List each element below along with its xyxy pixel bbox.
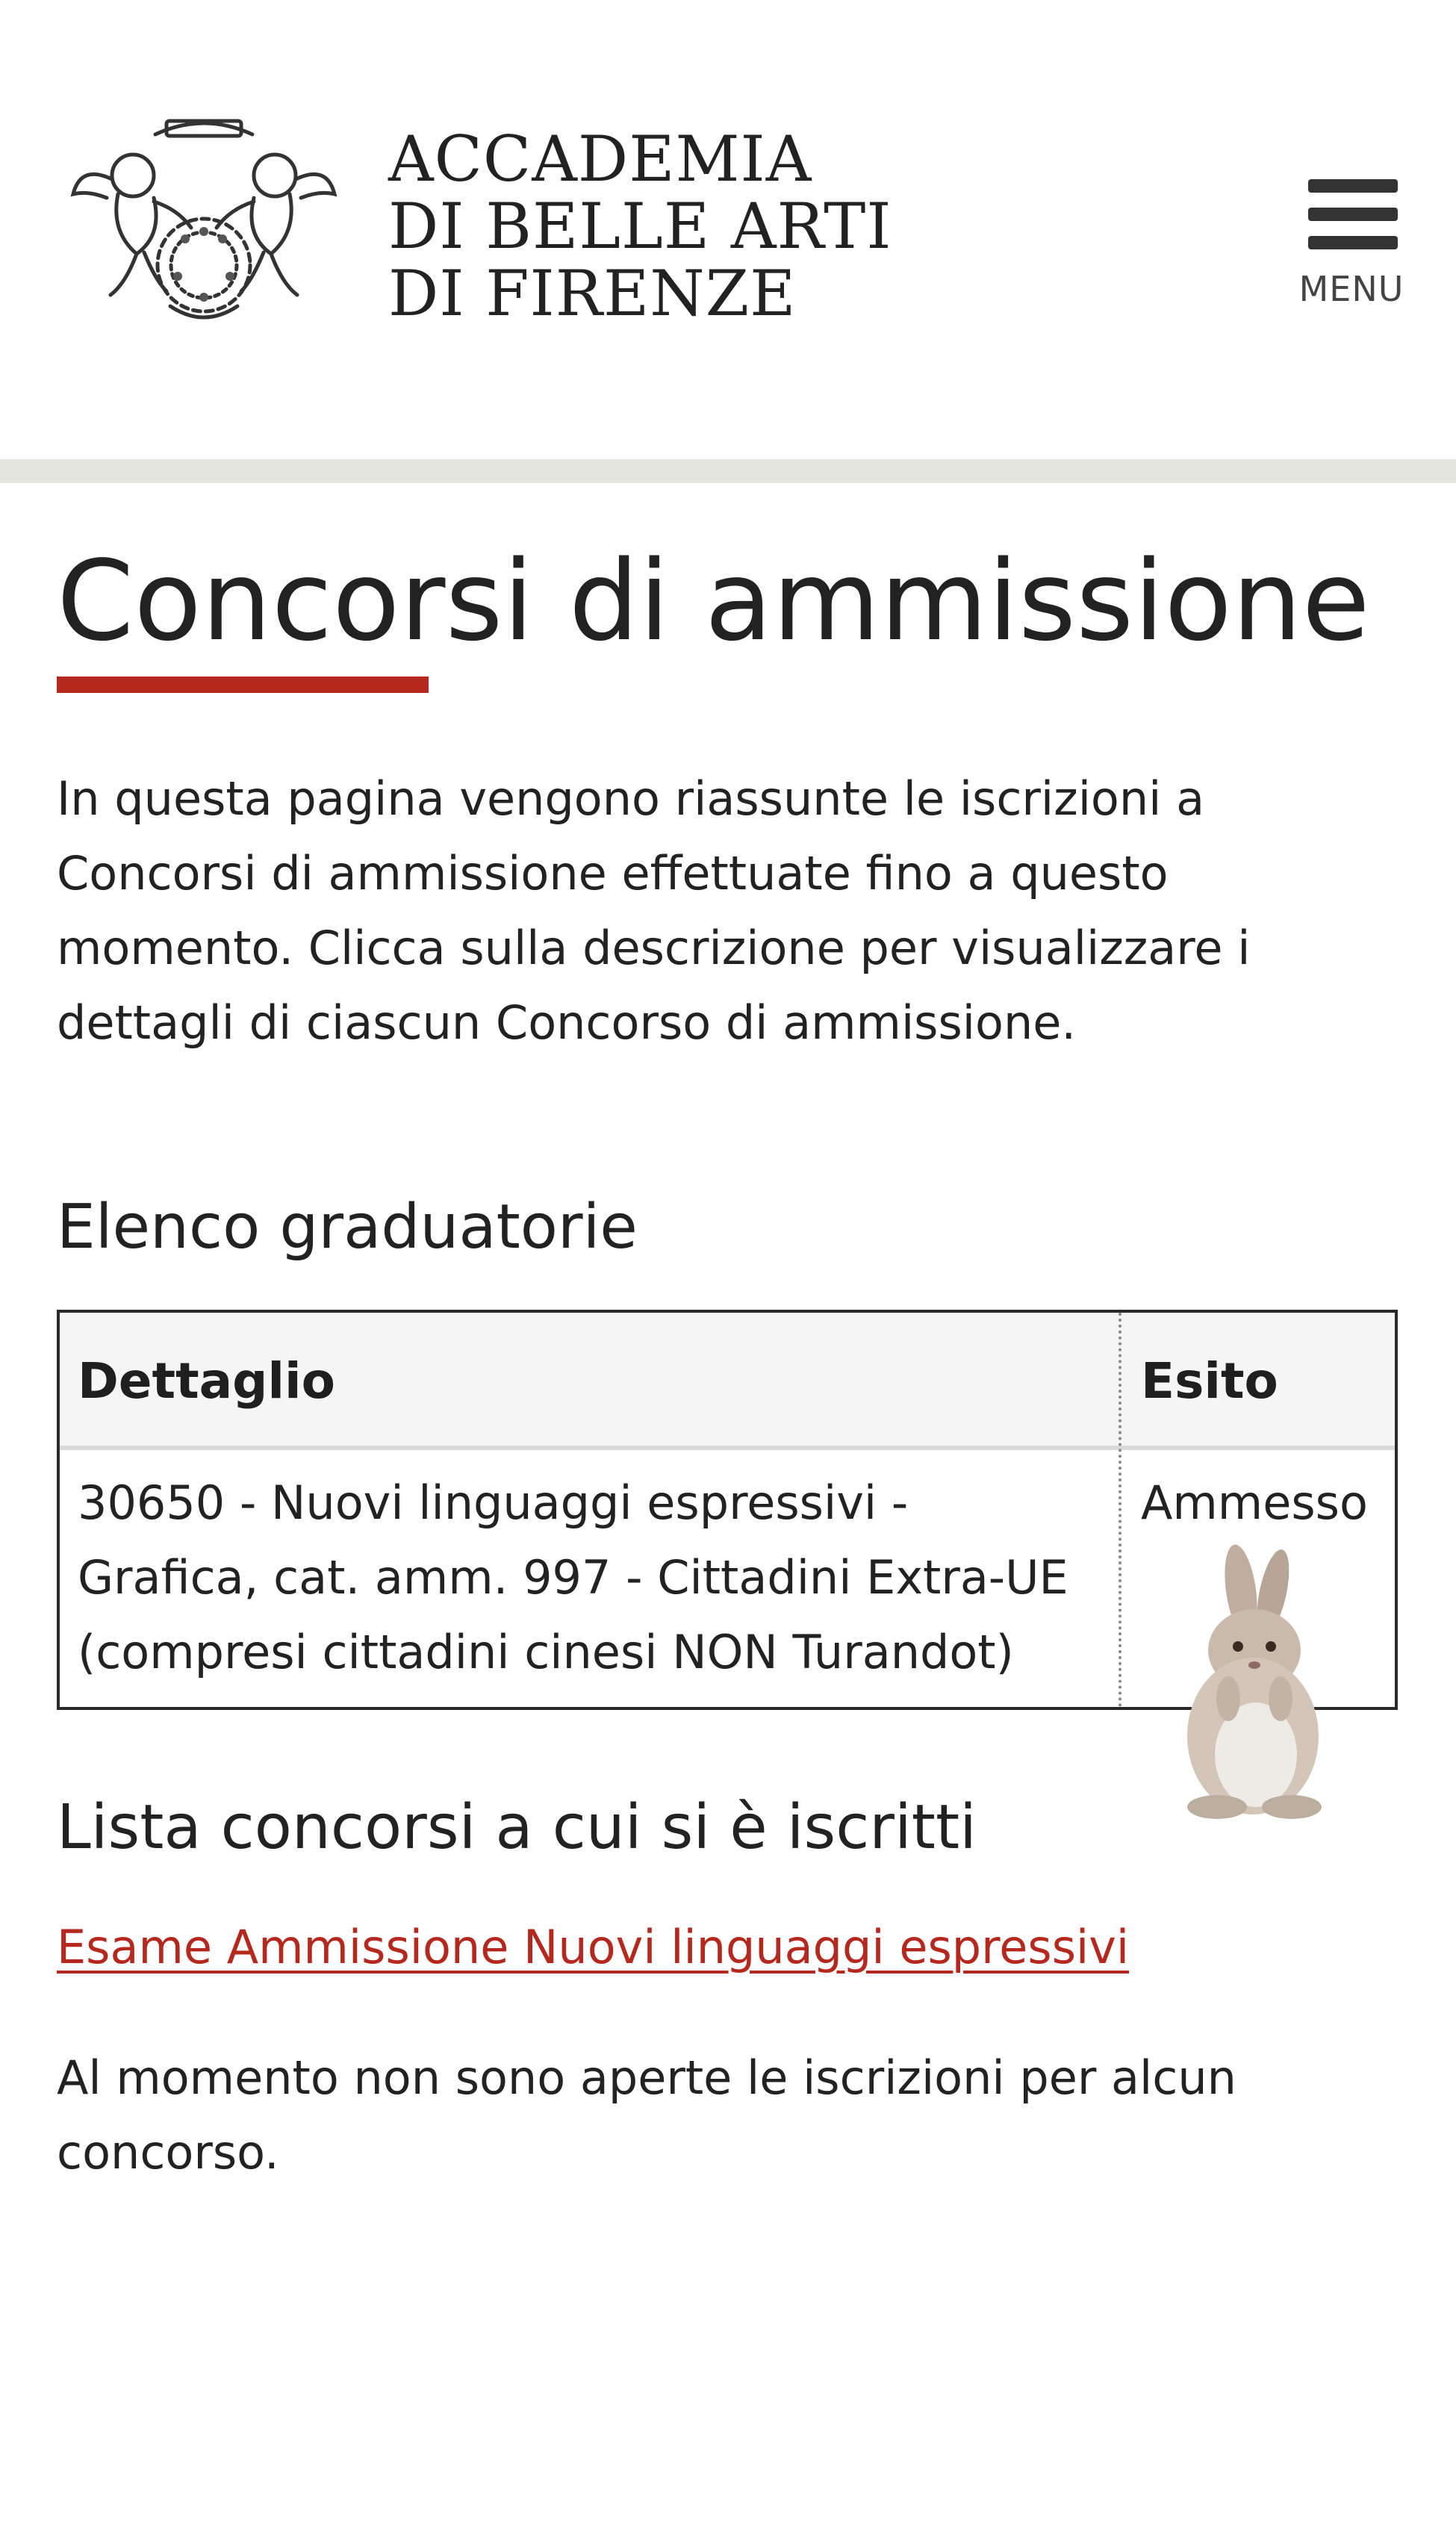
menu-label: MENU xyxy=(1298,269,1404,309)
academy-emblem-icon[interactable] xyxy=(66,105,342,332)
intro-text: In questa pagina vengono riassunte le iscrizioni a Concorsi di ammissione effettuate fino a questo momento. Clicca sulla descrizione per visualizzare i dettagli di ciascun Concorso di ammissione. xyxy=(57,771,1251,1050)
iscrizioni-heading: Lista concorsi a cui si è iscritti xyxy=(57,1792,977,1863)
title-underline xyxy=(57,677,429,693)
rabbit-image xyxy=(1157,1538,1344,1822)
graduatorie-heading: Elenco graduatorie xyxy=(57,1192,638,1263)
column-divider xyxy=(1119,1313,1121,1707)
academy-name-line-3: DI FIRENZE xyxy=(388,257,797,330)
academy-name-line-2: DI BELLE ARTI xyxy=(388,190,892,263)
table-cell-dettaglio[interactable]: 30650 - Nuovi linguaggi espressivi - Grafica, cat. amm. 997 - Cittadini Extra-UE (compresi cittadini cinesi NON Turandot) xyxy=(78,1475,1068,1679)
header-divider xyxy=(0,459,1456,483)
menu-button[interactable] xyxy=(1284,170,1419,320)
registration-closed-notice: Al momento non sono aperte le iscrizioni per alcun concorso. xyxy=(57,2050,1236,2180)
column-header-dettaglio: Dettaglio xyxy=(78,1352,336,1410)
hamburger-menu-icon xyxy=(1308,175,1398,254)
exam-admission-link[interactable]: Esame Ammissione Nuovi linguaggi espressivi xyxy=(57,1920,1130,1974)
academy-name-line-1: ACCADEMIA xyxy=(388,122,812,196)
column-header-esito: Esito xyxy=(1141,1352,1278,1410)
table-cell-esito: Ammesso xyxy=(1141,1475,1368,1530)
academy-name[interactable] xyxy=(388,122,892,330)
site-header xyxy=(0,0,1456,459)
page-title: Concorsi di ammissione xyxy=(57,537,1370,665)
